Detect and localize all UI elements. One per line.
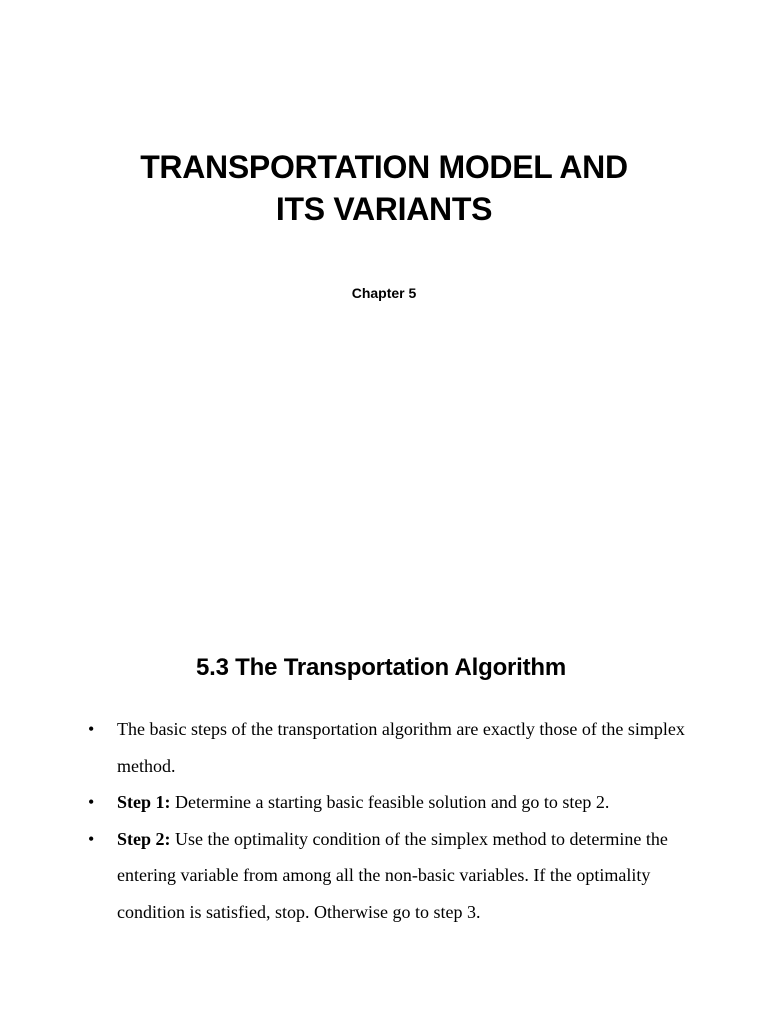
bullet-text: Use the optimality condition of the simplex method to determine the entering variable from among all the non-basic variables. If the optimality condition is satisfied, stop. Otherwise go to step 3. bbox=[117, 828, 668, 922]
step-label: Step 2: bbox=[117, 828, 171, 849]
bullet-text: The basic steps of the transportation algorithm are exactly those of the simplex method. bbox=[117, 719, 685, 776]
bullet-item bbox=[88, 821, 688, 931]
step-label: Step 1: bbox=[117, 792, 171, 812]
slide-title-line-2: ITS VARIANTS bbox=[275, 191, 493, 227]
bullet-icon: • bbox=[88, 828, 95, 849]
slide-subtitle: Chapter 5 bbox=[351, 285, 417, 301]
bullet-text: Determine a starting basic feasible solution and go to step 2. bbox=[170, 792, 610, 812]
section-heading: 5.3 The Transportation Algorithm bbox=[195, 654, 567, 681]
slide-title bbox=[0, 146, 768, 230]
bullet-icon: • bbox=[88, 792, 95, 812]
bullet-list bbox=[88, 711, 688, 930]
bullet-item bbox=[88, 711, 688, 784]
slide-title-line-1: TRANSPORTATION MODEL AND bbox=[140, 149, 628, 185]
content-slide bbox=[0, 512, 768, 1024]
bullet-item bbox=[88, 784, 688, 821]
bullet-icon: • bbox=[88, 719, 95, 739]
